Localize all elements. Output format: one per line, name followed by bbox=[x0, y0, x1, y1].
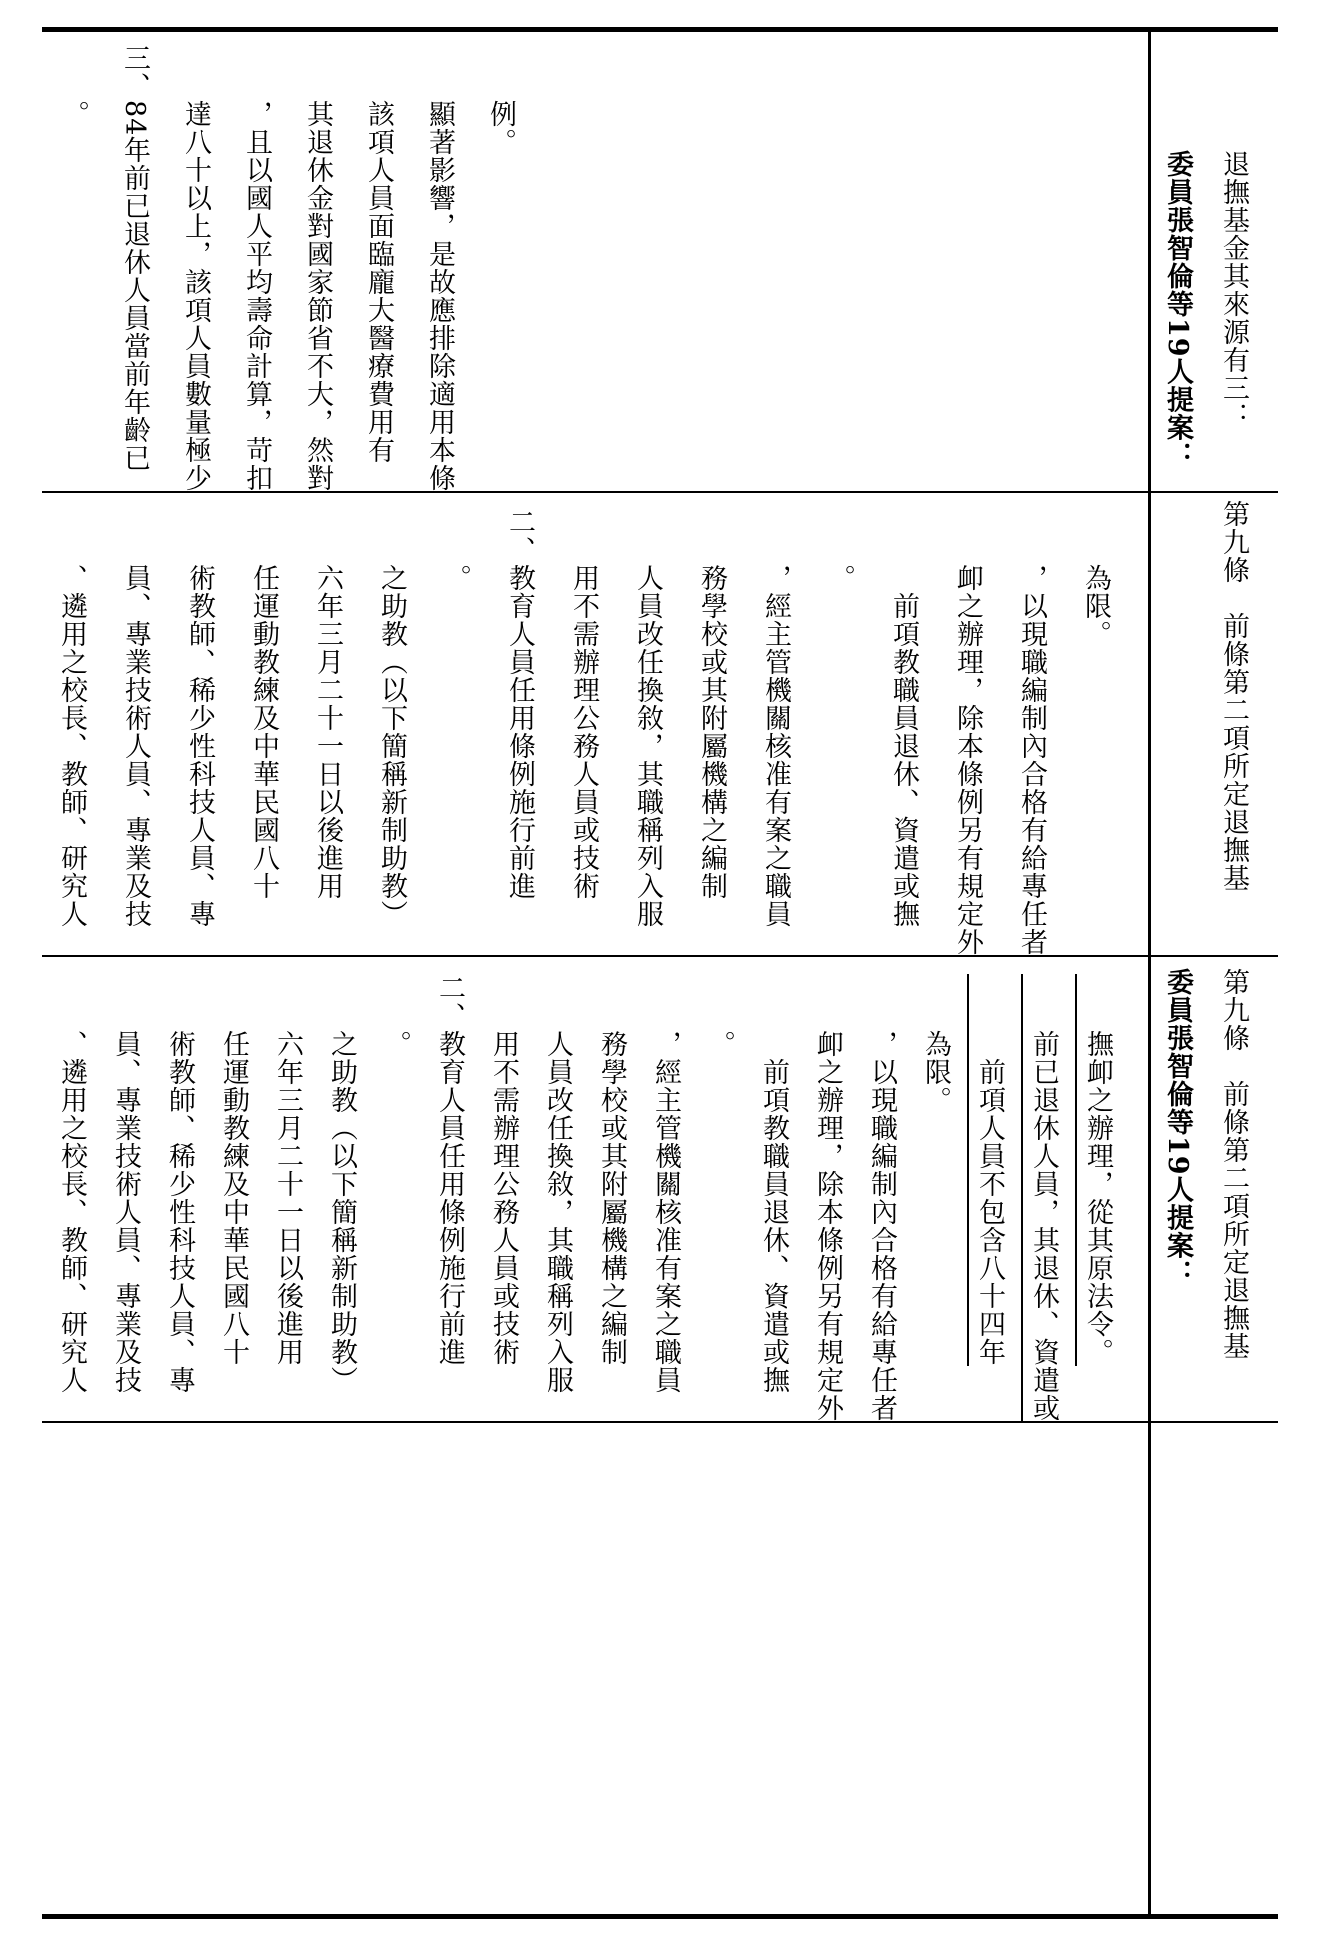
text-line: 。 bbox=[824, 508, 855, 592]
header-line: 第九條 前條第二項所定退撫基 bbox=[1218, 968, 1249, 1360]
text-line: 二、教育人員任用條例施行前進 bbox=[434, 974, 465, 1366]
amendment-line: 撫卹之辦理，從其原法令。 bbox=[1082, 974, 1113, 1366]
text-line: 人員改任換敘，其職稱列入服 bbox=[632, 508, 663, 928]
text-line: 用不需辦理公務人員或技術 bbox=[568, 508, 599, 900]
text-line: 前項教職員退休、資遣或撫 bbox=[758, 974, 789, 1394]
text-line: 、遴用之校長、教師、研究人 bbox=[56, 508, 87, 928]
text-line: 該項人員面臨龐大醫療費用有 bbox=[363, 44, 394, 464]
text-line: 任運動教練及中華民國八十 bbox=[248, 508, 279, 900]
bottom-rule bbox=[42, 1914, 1278, 1919]
text-line: 。 bbox=[380, 974, 411, 1058]
text-line: 、遴用之校長、教師、研究人 bbox=[56, 974, 87, 1394]
row-divider-1 bbox=[42, 491, 1278, 493]
text-line: 之助教（以下簡稱新制助教） bbox=[376, 508, 407, 928]
text-line: 用不需辦理公務人員或技術 bbox=[488, 974, 519, 1366]
text-line: 。 bbox=[704, 974, 735, 1058]
text-line: 人員改任換敘，其職稱列入服 bbox=[542, 974, 573, 1394]
text-line: 任運動教練及中華民國八十 bbox=[218, 974, 249, 1366]
text-line: 三、84年前已退休人員當前年齡已 bbox=[119, 44, 150, 473]
row-divider-2 bbox=[42, 955, 1278, 957]
header-line: 退撫基金其來源有三： bbox=[1218, 150, 1249, 430]
header-line: 第九條 前條第二項所定退撫基 bbox=[1218, 500, 1249, 892]
row-divider-3 bbox=[42, 1421, 1278, 1423]
text-line: ，且以國人平均壽命計算，苛扣 bbox=[241, 44, 272, 492]
text-line: 顯著影響，是故應排除適用本條 bbox=[424, 44, 455, 492]
text-line: 二、教育人員任用條例施行前進 bbox=[504, 508, 535, 900]
proposer-label: 委員張智倫等19人提案： bbox=[1162, 150, 1193, 470]
text-line: 卹之辦理，除本條例另有規定外 bbox=[952, 508, 983, 956]
text-line: 員、專業技術人員、專業及技 bbox=[120, 508, 151, 928]
text-line: 術教師、稀少性科技人員、專 bbox=[184, 508, 215, 928]
text-line: ，經主管機關核准有案之職員 bbox=[650, 974, 681, 1394]
top-rule bbox=[42, 27, 1278, 32]
text-line: 例。 bbox=[485, 44, 516, 156]
text-line: 。 bbox=[440, 508, 471, 592]
text-line: 員、專業技術人員、專業及技 bbox=[110, 974, 141, 1394]
text-line: 為限。 bbox=[1080, 508, 1111, 648]
text-line: 其退休金對國家節省不大，然對 bbox=[302, 44, 333, 492]
text-line: 之助教（以下簡稱新制助教） bbox=[326, 974, 357, 1394]
proposer-label: 委員張智倫等19人提案： bbox=[1162, 968, 1193, 1288]
text-line: 。 bbox=[58, 44, 89, 128]
text-line: 術教師、稀少性科技人員、專 bbox=[164, 974, 195, 1394]
amendment-line: 前已退休人員，其退休、資遣或 bbox=[1028, 974, 1059, 1422]
text-line: 務學校或其附屬機構之編制 bbox=[596, 974, 627, 1366]
text-line: ，以現職編制內合格有給專任者 bbox=[1016, 508, 1047, 956]
text-line: 六年三月二十一日以後進用 bbox=[312, 508, 343, 900]
text-line: 務學校或其附屬機構之編制 bbox=[696, 508, 727, 900]
text-line: 卹之辦理，除本條例另有規定外 bbox=[812, 974, 843, 1422]
text-line: ，經主管機關核准有案之職員 bbox=[760, 508, 791, 928]
text-line: ，以現職編制內合格有給專任者 bbox=[866, 974, 897, 1422]
header-divider bbox=[1148, 30, 1151, 1916]
text-line: 為限。 bbox=[920, 974, 951, 1114]
amendment-line: 前項人員不包含八十四年 bbox=[974, 974, 1005, 1366]
text-line: 達八十以上，該項人員數量極少 bbox=[180, 44, 211, 492]
text-line: 六年三月二十一日以後進用 bbox=[272, 974, 303, 1366]
text-line: 前項教職員退休、資遣或撫 bbox=[888, 508, 919, 928]
